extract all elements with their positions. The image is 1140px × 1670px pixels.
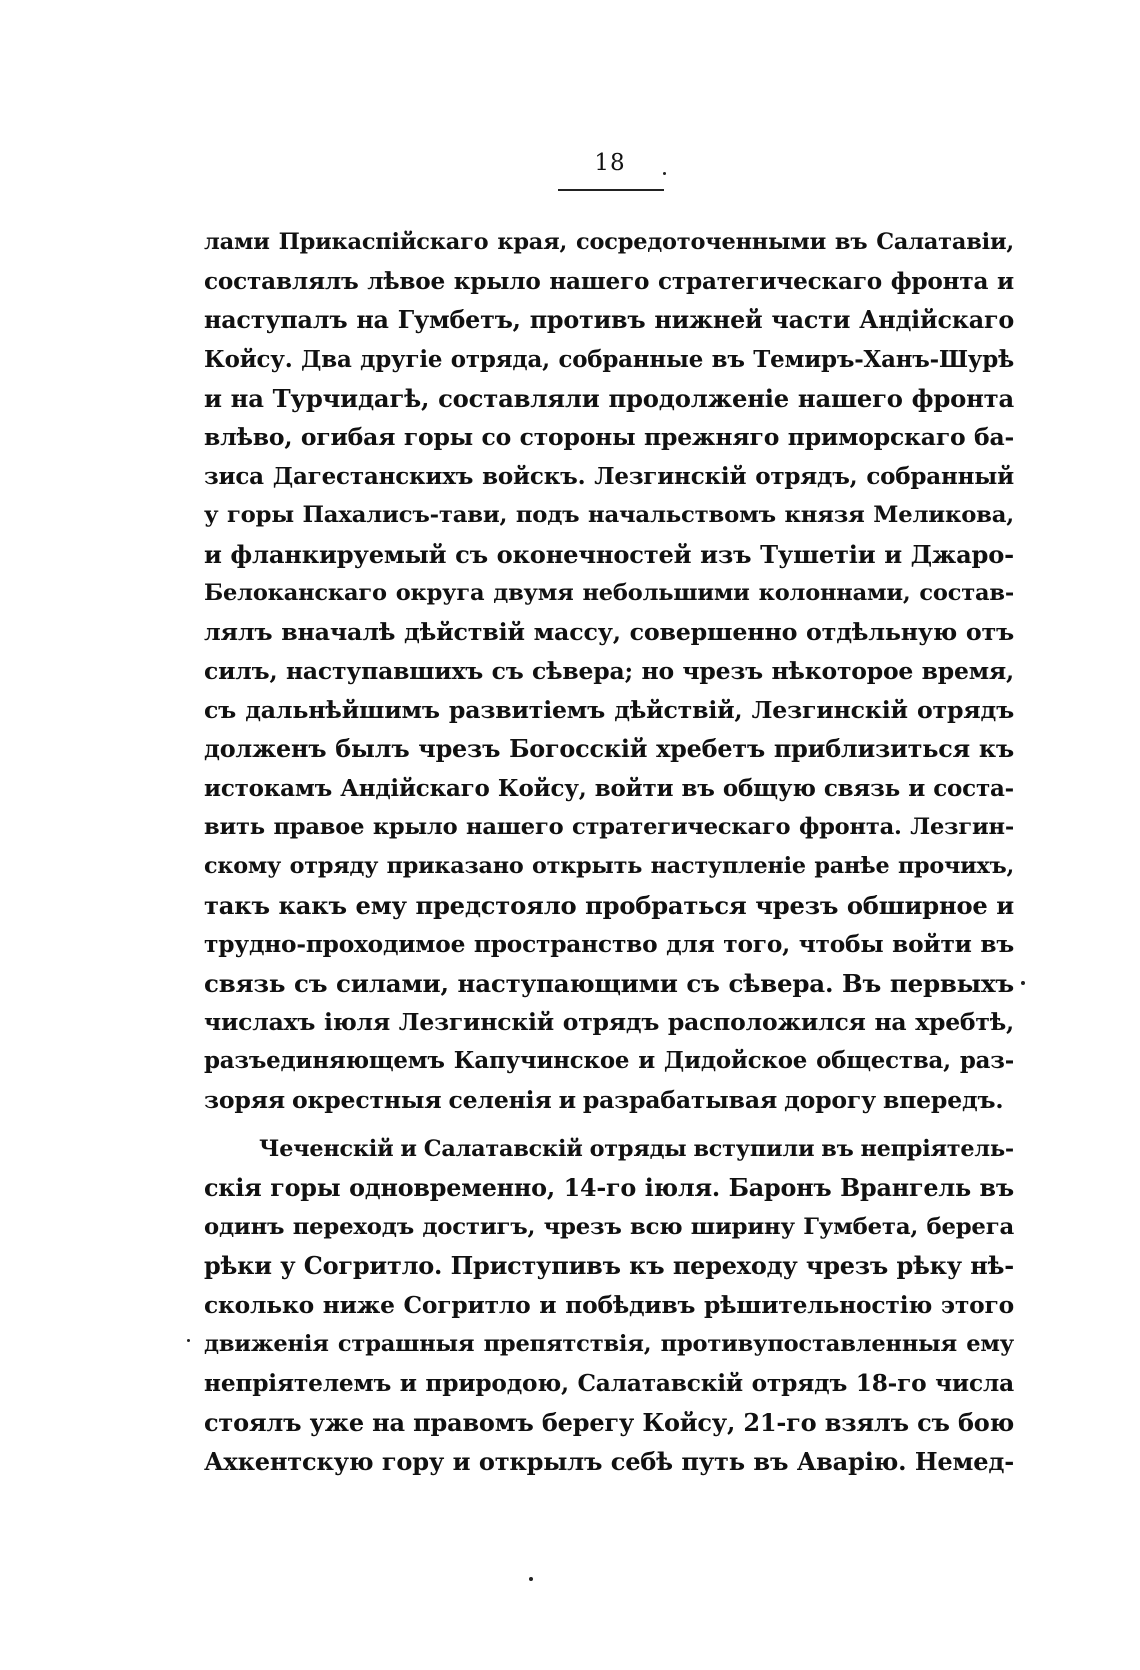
text-line: скія горы одновременно, 14-го іюля. Баронъ Врангель въ: [204, 1174, 1014, 1202]
text-line: Чеченскій и Салатавскій отряды вступили въ непріятель-: [259, 1136, 1014, 1162]
text-line: и на Турчидагѣ, составляли продолженіе нашего фронта: [204, 384, 1014, 413]
text-line: долженъ былъ чрезъ Богосскій хребетъ приблизиться къ: [204, 735, 1014, 763]
text-line: такъ какъ ему предстояло пробраться чрезъ обширное и: [204, 891, 1014, 920]
text-line: стоялъ уже на правомъ берегу Койсу, 21-го взялъ съ бою: [204, 1408, 1014, 1437]
paragraph-1: [204, 223, 1014, 1120]
text-line: и фланкируемый съ оконечностей изъ Тушетіи и Джаро-: [204, 540, 1014, 569]
text-line: у горы Пахалисъ-тави, подъ начальствомъ князя Меликова,: [204, 502, 1014, 528]
text-line: одинъ переходъ достигъ, чрезъ всю ширину Гумбета, берега: [204, 1214, 1014, 1240]
text-line: Ахкентскую гору и открылъ себѣ путь въ Аварію. Немед-: [204, 1447, 1014, 1476]
text-line: наступалъ на Гумбетъ, противъ нижней части Андійскаго: [204, 306, 1014, 334]
print-speck: [663, 172, 666, 175]
text-line: вить правое крыло нашего стратегическаго фронта. Лезгин-: [204, 814, 1014, 840]
print-speck: [529, 1577, 533, 1581]
text-line: лялъ вначалѣ дѣйствій массу, совершенно отдѣльную отъ: [204, 618, 1014, 646]
text-line: зиса Дагестанскихъ войскъ. Лезгинскій отрядъ, собранный: [204, 463, 1014, 490]
text-line: истокамъ Андійскаго Койсу, войти въ общую связь и соста-: [204, 775, 1014, 802]
text-line: Белоканскаго округа двумя небольшими колоннами, состав-: [204, 580, 1014, 606]
header-rule: [558, 189, 664, 191]
body-text: [204, 223, 1014, 1481]
page-number: 18: [594, 150, 626, 176]
text-line: числахъ іюля Лезгинскій отрядъ расположился на хребтѣ,: [204, 1008, 1014, 1036]
print-speck: [1021, 981, 1025, 985]
text-line: сколько ниже Согритло и побѣдивъ рѣшительностію этого: [204, 1291, 1014, 1319]
text-line: трудно-проходимое пространство для того, чтобы войти въ: [204, 931, 1014, 958]
text-line: съ дальнѣйшимъ развитіемъ дѣйствій, Лезгинскій отрядъ: [204, 696, 1014, 724]
text-line: движенія страшныя препятствія, противупоставленныя ему: [204, 1331, 1014, 1357]
text-line: зоряя окрестныя селенія и разрабатывая дорогу впередъ.: [204, 1086, 1004, 1114]
text-line: рѣки у Согритло. Приступивъ къ переходу чрезъ рѣку нѣ-: [204, 1252, 1014, 1280]
print-speck: [187, 1339, 190, 1342]
text-line: связь съ силами, наступающими съ сѣвера. Въ первыхъ: [204, 969, 1014, 998]
paragraph-gap: [204, 1120, 1014, 1130]
text-line: Койсу. Два другіе отряда, собранные въ Темиръ-Ханъ-Шурѣ: [204, 346, 1014, 373]
text-line: составлялъ лѣвое крыло нашего стратегическаго фронта и: [204, 268, 1014, 295]
text-line: лами Прикаспійскаго края, сосредоточенными въ Салатавіи,: [204, 229, 1014, 255]
text-line: влѣво, огибая горы со стороны прежняго приморскаго ба-: [204, 423, 1014, 451]
text-line: силъ, наступавшихъ съ сѣвера; но чрезъ нѣкоторое время,: [204, 657, 1014, 685]
text-line: разъединяющемъ Капучинское и Дидойское общества, раз-: [204, 1048, 1014, 1074]
text-line: непріятелемъ и природою, Салатавскій отрядъ 18-го числа: [204, 1370, 1014, 1397]
paragraph-2: [204, 1130, 1014, 1481]
text-line: скому отряду приказано открыть наступленіе ранѣе прочихъ,: [204, 853, 1014, 879]
